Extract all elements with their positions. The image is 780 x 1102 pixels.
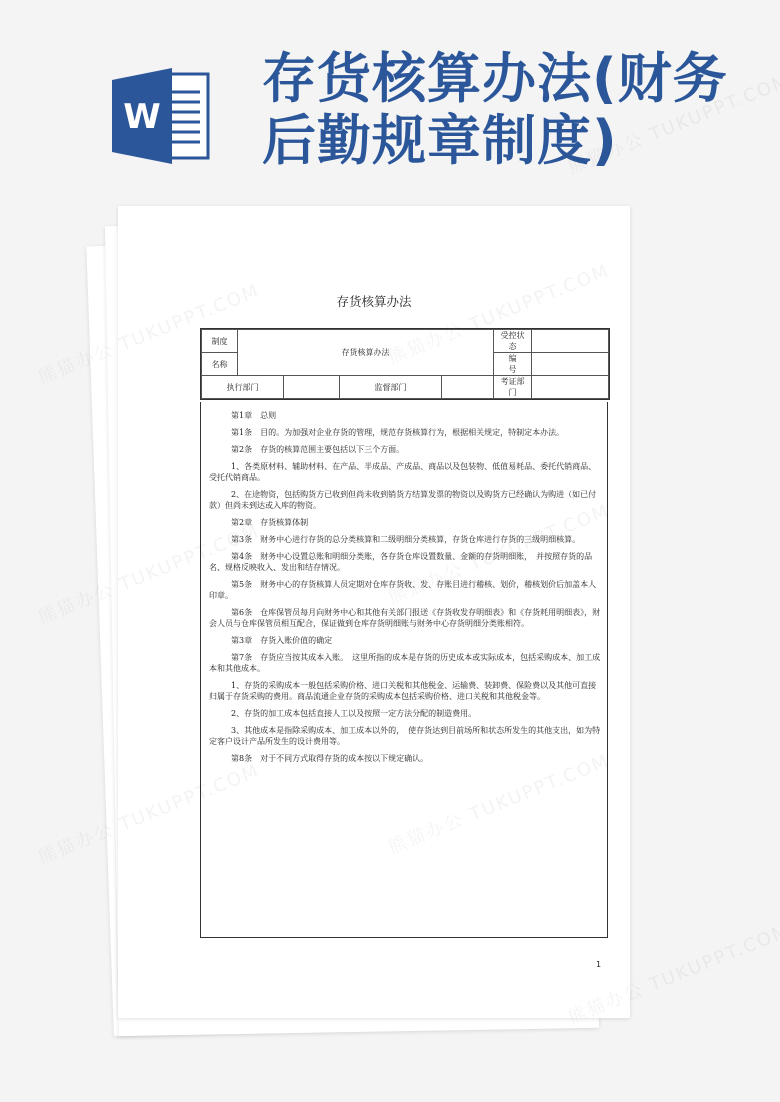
article-paragraph: 第2条 存货的核算范围主要包括以下三个方面。: [231, 445, 405, 454]
article-paragraph: 第5条 财务中心的存货核算人员定期对仓库存货收、发、存账目进行稽核、划价，稽核划价后加盖本人印章。: [209, 580, 597, 600]
form-label-status: 受控状态: [494, 330, 532, 353]
form-label-exec-dept: 执行部门: [202, 376, 284, 399]
chapter-heading: 第2章 存货核算体制: [231, 518, 309, 527]
form-value-verify-dept: [532, 376, 609, 399]
page-heading: 存货核算办法: [336, 294, 412, 309]
article-paragraph: 2、存货的加工成本包括直接人工以及按照一定方法分配的制造费用。: [231, 709, 477, 718]
page-number: 1: [596, 960, 602, 969]
chapter-heading: 第3章 存货入账价值的确定: [231, 636, 333, 645]
form-label-number: 编 号: [494, 353, 532, 376]
article-paragraph: 2、在途物资，包括购货方已收到但尚未收到销货方结算发票的物资以及购货方已经确认为购进（如已付款）但尚未到达或入库的物资。: [209, 490, 597, 510]
form-value-supervise-dept: [442, 376, 494, 399]
form-value-system-name: 存货核算办法: [238, 330, 494, 376]
document-body: [200, 402, 608, 938]
form-value-number: [532, 353, 609, 376]
article-paragraph: 1、各类原材料、辅助材料、在产品、半成品、产成品、商品以及包装物、低值易耗品、委托代销商品、受托代销商品。: [209, 462, 597, 482]
article-paragraph: 第7条 存货应当按其成本入账。 这里所指的成本是存货的历史成本或实际成本，包括采购成本、加工成本和其他成本。: [209, 653, 601, 673]
article-paragraph: 第3条 财务中心进行存货的总分类核算和二级明细分类核算，存货仓库进行存货的三级明细核算。: [231, 535, 581, 544]
document-title: 存货核算办法(财务后勤规章制度): [262, 47, 728, 172]
form-value-status: [532, 330, 609, 353]
article-paragraph: 第1条 目的。为加强对企业存货的管理，规范存货核算行为，根据相关规定，特制定本办法。: [231, 428, 565, 437]
word-logo-icon: [112, 68, 212, 164]
chapter-heading: 第1章 总则: [231, 411, 277, 420]
article-paragraph: 第6条 仓库保管员每月向财务中心和其他有关部门报送《存货收发存明细表》和《存货耗用明细表》，财会人员与仓库保管员相互配合，保证做到仓库存货明细账与财务中心存货明细分类账相符。: [209, 608, 601, 628]
article-paragraph: 3、其他成本是指除采购成本、加工成本以外的， 使存货达到目前场所和状态所发生的其他支出，如为特定客户设计产品所发生的设计费用等。: [209, 726, 601, 746]
form-label-supervise-dept: 监督部门: [340, 376, 442, 399]
article-paragraph: 1、存货的采购成本一般包括采购价格、进口关税和其他税金、运输费、装卸费、保险费以及其他可直接归属于存货采购的费用。商品流通企业存货的采购成本包括采购价格、进口关税和其他税金等。: [209, 681, 597, 701]
article-paragraph: 第4条 财务中心设置总账和明细分类账，各存货仓库设置数量、金额的存货明细账， 并按照存货的品名、规格反映收入、发出和结存情况。: [209, 552, 593, 572]
article-paragraph: 第8条 对于不同方式取得存货的成本按以下规定确认。: [231, 754, 429, 763]
svg-text:W: W: [123, 97, 161, 137]
form-value-exec-dept: [284, 376, 340, 399]
form-label-verify-dept: 考证部门: [494, 376, 532, 399]
form-label-system: 制度: [202, 330, 238, 353]
form-label-name: 名称: [202, 353, 238, 376]
